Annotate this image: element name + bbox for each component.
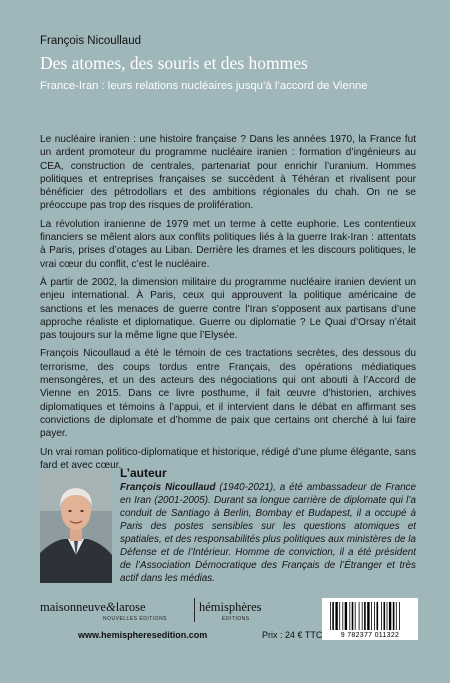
author-portrait	[40, 471, 112, 583]
blurb-paragraph: À partir de 2002, la dimension militaire du programme nucléaire iranien devient un enjeu international. À Paris, ceux qui approuvent la politique américaine de sanctions et les menaces de guerre contre l’Iran s’opposent aux partisans d’une approche réaliste et diplomatique. Guerre ou diplomatie ? Le Quai d’Orsay n’était pas toujours sur la même ligne que l’Elysée.	[40, 276, 416, 342]
barcode-bar	[339, 602, 340, 630]
isbn-digits: 9 782377 011322	[340, 632, 400, 639]
barcode-bar	[352, 602, 354, 630]
barcode-bar	[335, 602, 337, 630]
bio-text: (1940-2021), a été ambassadeur de France en Iran (2001-2005). Durant sa longue carrière de diplomate qui l’a conduit de Santiago à Berlin, Bombay et Budapest, il a occupé à Paris des postes sensibles sur les questions atomiques et spatiales, et des responsabilités plus politiques aux ministères de la Défense et de l’Intérieur. Homme de conviction, il a été président de l’Association Démocratique des Français de l’Étranger et très actif dans les médias.	[120, 482, 416, 584]
bio-heading: L’auteur	[120, 466, 167, 480]
barcode-bar	[349, 602, 350, 630]
publisher-subtitle: ÉDITIONS	[222, 616, 250, 622]
barcode-bar	[381, 602, 382, 630]
barcode-bar	[345, 602, 347, 630]
price-label: Prix : 24 € TTC	[262, 630, 323, 640]
blurb-paragraph: Le nucléaire iranien : une histoire française ? Dans les années 1970, la France fut un ardent promoteur du programme nucléaire iranien : formation d’ingénieurs au CEA, construction de centrales, partenariat pour enrichir l’uranium. Hommes politiques et entreprises françaises se succèdent à Téhéran et rivalisent pour bénéficier des pétrodollars et des ambitions régionales du chah. On ne se préoccupe pas trop des risques de prolifération.	[40, 134, 416, 212]
barcode-bar	[342, 602, 343, 630]
publisher-logo-maisonneuve	[40, 600, 146, 615]
publisher-logo-hemispheres: hémisphères	[199, 600, 262, 614]
book-subtitle: France-Iran : leurs relations nucléaires jusqu’à l’accord de Vienne	[40, 80, 368, 92]
barcode-bar	[367, 602, 369, 630]
barcode-bar	[393, 602, 395, 630]
barcode-bar	[389, 602, 391, 630]
logo-divider	[194, 598, 195, 622]
barcode-bar	[396, 602, 397, 630]
blurb-paragraph: Un vrai roman politico-diplomatique et historique, rédigé d’une plume élégante, sans fard et avec cœur.	[40, 446, 416, 471]
author-photo	[40, 471, 112, 583]
author-bio	[120, 481, 416, 585]
barcode-bar	[332, 602, 334, 630]
barcode-bar	[359, 602, 360, 630]
isbn-barcode	[322, 598, 418, 640]
barcode-bar	[330, 602, 331, 630]
publisher-name-part: larose	[115, 600, 146, 614]
blurb-paragraph: François Nicoullaud a été le témoin de ces tractations secrètes, des dessous du terrorisme, des coups tordus entre Français, des opérations médiatiques mensongères, et un des acteurs des négociations qui ont abouti à l’Accord de Vienne en 2015. Dans ce livre posthume, il fait œuvre d’historien, archives diplomatiques et témoins à l’appui, et il intervient dans le débat en affirmant ses convictions de diplomate et d’homme de paix que certains ont cherché à lui faire payer.	[40, 348, 416, 440]
barcode-bar	[355, 602, 356, 630]
blurb-paragraph: La révolution iranienne de 1979 met un terme à cette euphorie. Les contentieux financiers se mêlent alors aux conflits politiques liés à la guerre Irak-Iran : attentats à Paris, prises d’otages au Liban. Derrière les drames et les discours politiques, le vrai cœur du conflit, c’est le nucléaire.	[40, 218, 416, 270]
publisher-subtitle: NOUVELLES ÉDITIONS	[103, 616, 168, 622]
bio-name: François Nicoullaud	[120, 482, 216, 493]
blurb	[40, 133, 416, 477]
barcode-bar	[384, 602, 386, 630]
publisher-website: www.hemispheresedition.com	[78, 630, 208, 640]
barcode-bars	[322, 598, 418, 632]
publisher-ampersand: &	[105, 600, 116, 614]
barcode-bar	[362, 602, 363, 630]
barcode-bar	[374, 602, 375, 630]
barcode-bar	[364, 602, 366, 630]
cover-author: François Nicoullaud	[40, 35, 141, 47]
book-title: Des atomes, des souris et des hommes	[40, 53, 308, 73]
barcode-bar	[387, 602, 388, 630]
publisher-name-part: maisonneuve	[40, 600, 106, 614]
barcode-bar	[377, 602, 379, 630]
barcode-bar	[399, 602, 400, 630]
barcode-bar	[371, 602, 372, 630]
